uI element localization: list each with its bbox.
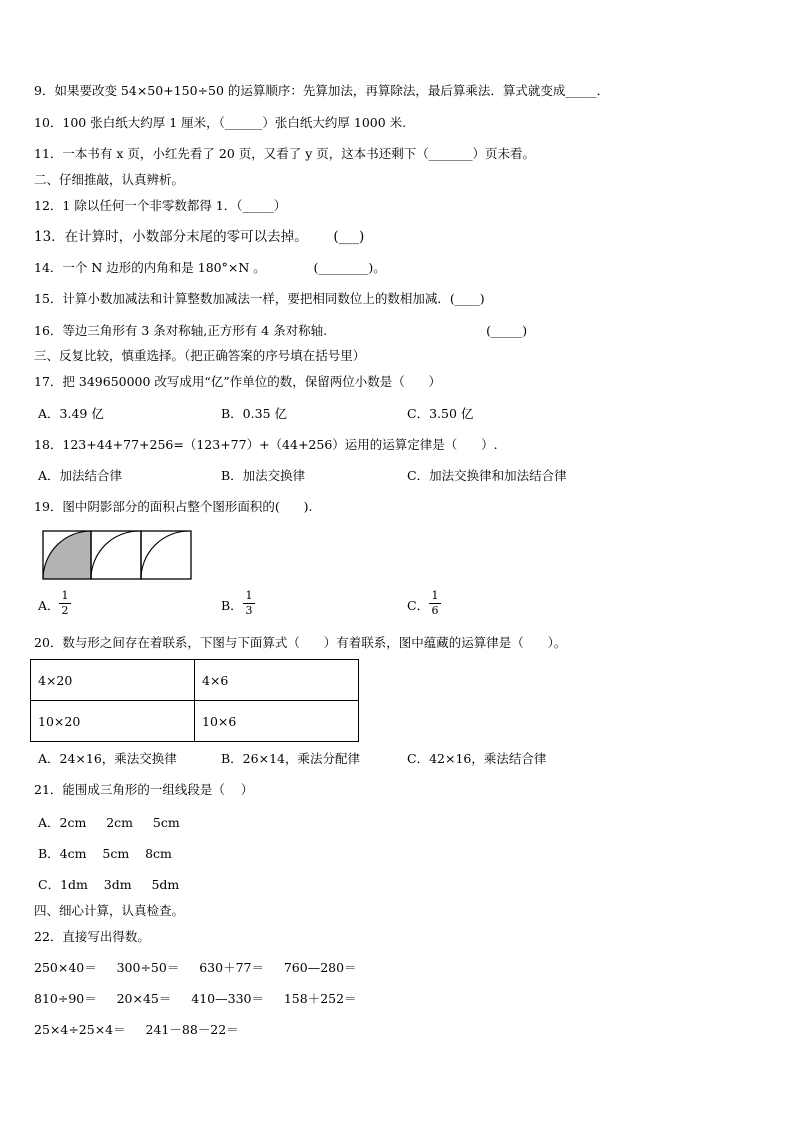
- q18-option-c[interactable]: C．加法交换律和加法结合律: [407, 468, 567, 483]
- question-15: 15．计算小数加减法和计算整数加减法一样，要把相同数位上的数相加减．(____): [34, 291, 485, 306]
- question-18: 18．123+44+77+256=（123+77）+（44+256）运用的运算定律是（ ）.: [34, 437, 498, 452]
- question-19: 19．图中阴影部分的面积占整个图形面积的( ).: [34, 499, 313, 514]
- table-cell: 4×6: [195, 660, 359, 701]
- q19-option-b-label[interactable]: B．: [221, 598, 243, 613]
- section-3-heading: 三、反复比较，慎重选择。（把正确答案的序号填在括号里）: [34, 348, 366, 363]
- question-20: 20．数与形之间存在着联系，下图与下面算式（ ）有着联系，图中蕴藏的运算律是（ ）。: [34, 635, 567, 650]
- q21-option-c[interactable]: C．1dm 3dm 5dm: [38, 877, 180, 892]
- calc-row: 25×4÷25×4＝ 241－88－22＝: [34, 1022, 239, 1037]
- q21-option-a[interactable]: A．2cm 2cm 5cm: [38, 815, 180, 830]
- question-14: 14．一个 N 边形的内角和是 180°×N 。 (________)。: [34, 260, 386, 275]
- shaded-region: [43, 531, 91, 579]
- table-cell: 10×20: [31, 701, 195, 742]
- section-4-heading: 四、细心计算，认真检查。: [34, 903, 185, 918]
- question-17: 17．把 349650000 改写成用“亿”作单位的数，保留两位小数是（ ）: [34, 374, 442, 389]
- calc-row: 810÷90＝ 20×45＝ 410—330＝ 158＋252＝: [34, 991, 357, 1006]
- question-12: 12．1 除以任何一个非零数都得 1．（_____）: [34, 198, 287, 213]
- q20-product-table: [30, 659, 359, 742]
- question-16: 16．等边三角形有 3 条对称轴,正方形有 4 条对称轴. (_____): [34, 323, 528, 338]
- q18-option-a[interactable]: A．加法结合律: [38, 468, 123, 483]
- question-13: 13．在计算时，小数部分末尾的零可以去掉。 (___): [34, 229, 365, 245]
- q21-option-b[interactable]: B．4cm 5cm 8cm: [38, 846, 172, 861]
- question-22: 22．直接写出得数。: [34, 929, 150, 944]
- table-cell: 10×6: [195, 701, 359, 742]
- q18-option-b[interactable]: B．加法交换律: [221, 468, 306, 483]
- q17-option-c[interactable]: C．3.50 亿: [407, 406, 474, 421]
- q19-option-c-fraction: 1 6: [429, 590, 441, 617]
- question-21: 21．能围成三角形的一组线段是（ ）: [34, 782, 254, 797]
- table-cell: 4×20: [31, 660, 195, 701]
- question-9: 9．如果要改变 54×50+150÷50 的运算顺序：先算加法，再算除法，最后算乘法．算式就变成_____．: [34, 83, 610, 98]
- shaded-quarter-circle-figure: [41, 529, 195, 581]
- q20-option-b[interactable]: B．26×14，乘法分配律: [221, 751, 360, 766]
- q20-option-c[interactable]: C．42×16，乘法结合律: [407, 751, 547, 766]
- question-10: 10．100 张白纸大约厚 1 厘米，（______）张白纸大约厚 1000 米.: [34, 115, 407, 130]
- q19-option-a-label[interactable]: A．: [38, 598, 60, 613]
- q19-option-b-fraction: 1 3: [243, 590, 255, 617]
- q20-option-a[interactable]: A．24×16，乘法交换律: [38, 751, 177, 766]
- q17-option-a[interactable]: A．3.49 亿: [38, 406, 104, 421]
- question-11: 11．一本书有 x 页，小红先看了 20 页，又看了 y 页，这本书还剩下（_______）页未看。: [34, 146, 536, 161]
- q19-option-a-fraction: 1 2: [59, 590, 71, 617]
- section-2-heading: 二、仔细推敲，认真辨析。: [34, 172, 185, 187]
- q17-option-b[interactable]: B．0.35 亿: [221, 406, 287, 421]
- calc-row: 250×40＝ 300÷50＝ 630＋77＝ 760—280＝: [34, 960, 357, 975]
- q19-option-c-label[interactable]: C．: [407, 598, 430, 613]
